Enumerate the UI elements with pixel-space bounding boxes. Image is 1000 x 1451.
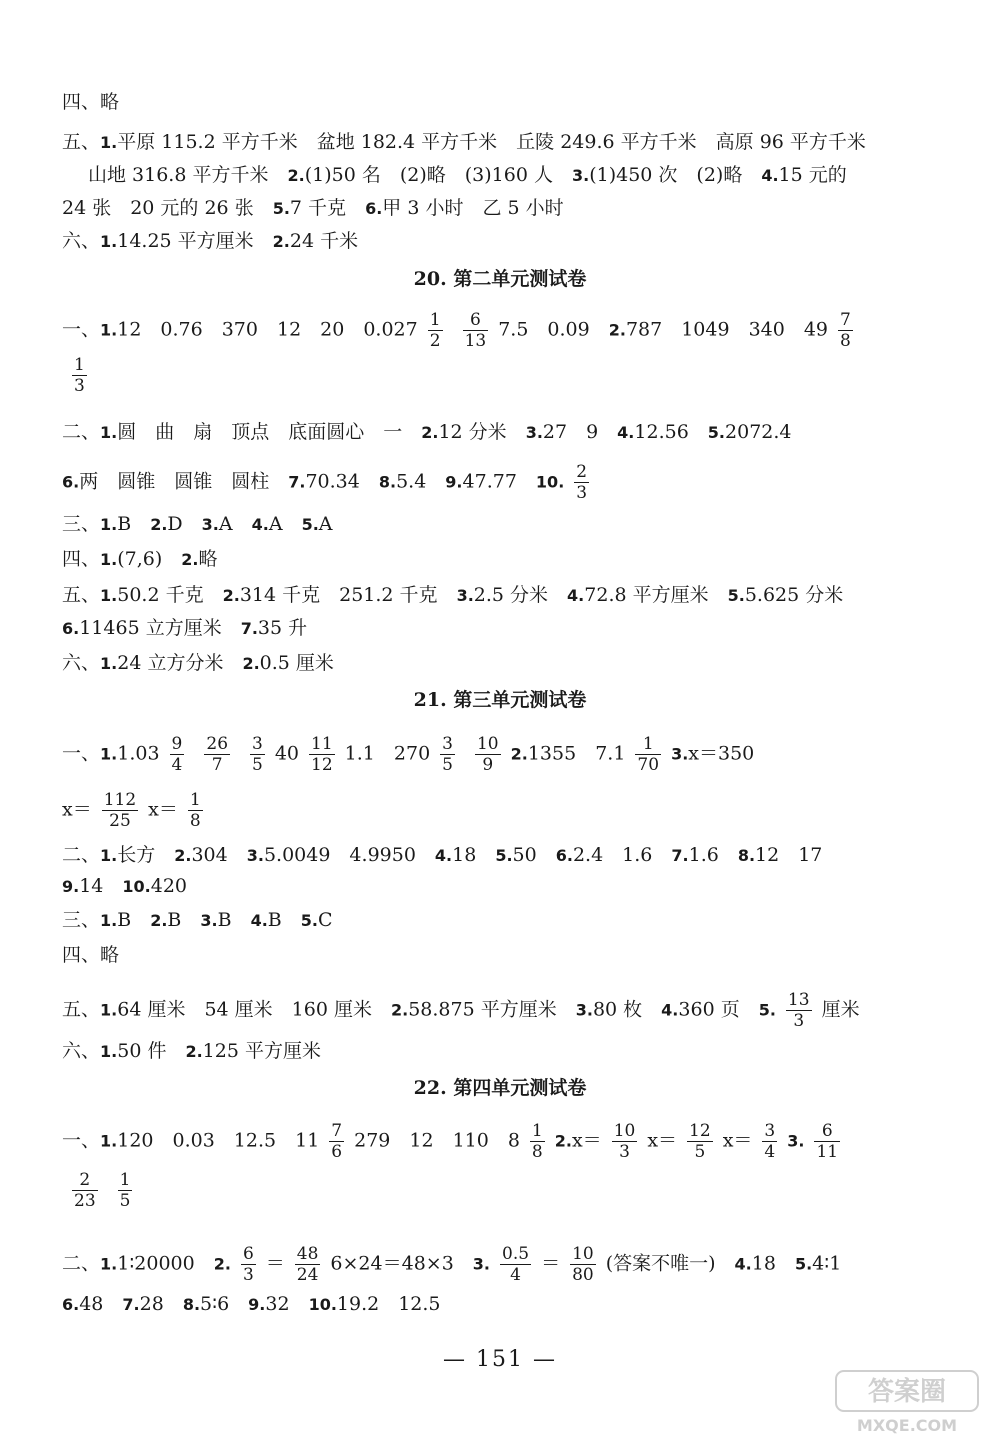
answer-text: 厘米 [821,998,860,1021]
question-number: 7. [122,1295,140,1314]
fraction-denominator: 3 [619,1142,630,1162]
fraction-denominator: 3 [576,483,588,503]
fraction-denominator: 4 [764,1142,776,1162]
question-number: 2. [181,550,199,569]
answer-line [62,583,930,608]
question-number: 5. [272,199,290,218]
answer-text: 圆 曲 扇 顶点 底面圆心 一 [117,421,422,443]
watermark-domain: MXQE.COM [856,1416,958,1435]
answer-text: 120 0.03 12.5 11 [117,1129,320,1152]
answer-text: 14.25 平方厘米 [117,230,273,252]
fraction-denominator: 24 [296,1265,319,1285]
answer-line [62,990,930,1031]
answer-text: A [318,513,333,535]
question-number: 1. [100,232,118,251]
answer-text: 12 分米 [438,421,526,443]
fraction-numerator: 112 [103,790,137,810]
answer-text: 长方 [117,844,175,866]
answer-line [62,196,930,221]
answer-text: 11465 立方厘米 [79,617,241,639]
answer-line [62,1170,930,1211]
answer-line [62,310,930,351]
answer-text: x＝ [571,1129,602,1152]
question-number: 5. [301,515,319,534]
fraction [570,1244,596,1285]
question-number: 2. [174,846,192,865]
answer-text: A [268,513,302,535]
question-number: 5. [495,846,513,865]
fraction [250,734,265,775]
question-number: 8. [182,1295,201,1314]
answer-text: (1)450 次 (2)略 [589,164,762,186]
question-number: 9. [62,877,80,896]
fraction-denominator: 12 [311,755,333,775]
answer-text: 28 [139,1293,183,1315]
answer-text: C [317,909,333,931]
fraction-denominator: 4 [171,755,183,775]
fraction-numerator: 6 [463,310,489,331]
answer-line [62,1292,930,1317]
question-number: 1. [100,744,118,764]
answer-text: B [217,909,251,931]
question-number: 2. [510,744,528,764]
fraction [204,734,230,775]
fraction-numerator: 3 [252,734,263,754]
question-number: 2. [554,1131,572,1151]
question-number: 4. [434,846,453,865]
answer-text: 五、 [62,584,101,606]
answer-text: 2072.4 [725,421,792,443]
answer-text: 1.03 [117,742,160,765]
fraction-numerator: 10 [613,1121,636,1141]
question-number: 4. [251,515,269,534]
question-number: 1. [100,846,118,865]
answer-text: 二、 [62,421,101,443]
answer-text: 304 [191,844,247,866]
answer-text: 18 [452,844,496,866]
fraction [428,310,443,351]
answer-text: 5.0049 4.9950 [263,844,435,866]
question-number: 3. [472,1254,491,1274]
answer-text: 50 [512,844,556,866]
answer-text: 24 张 20 元的 26 张 [62,197,273,219]
question-number: 5. [707,423,726,442]
answer-line [62,843,930,868]
question-number: 4. [734,1254,752,1274]
answer-text: B [117,513,151,535]
question-number: 2. [150,911,168,930]
question-number: 7. [288,472,306,492]
question-number: 1. [100,320,118,340]
answer-line [62,90,930,114]
answer-line [62,943,930,967]
fraction [188,790,203,831]
fraction [814,1121,840,1162]
question-number: 2. [222,586,240,605]
question-number: 6. [555,846,573,865]
answer-text: 12.56 [634,421,708,443]
answer-text: x＝ [62,798,92,821]
question-number: 8. [378,472,397,492]
answer-line [62,1244,930,1285]
answer-text: 4∶1 [812,1252,842,1275]
answer-text: 5.625 分米 [744,584,844,606]
answer-text: 35 升 [257,617,308,639]
fraction [838,310,853,351]
answer-text: 787 1049 340 49 [625,318,829,341]
section-title: 21. 第三单元测试卷 [413,689,587,711]
fraction-denominator: 4 [510,1265,521,1285]
answer-text: 四、 [62,548,101,570]
answer-text: 1355 7.1 [527,742,626,765]
section-title: 22. 第四单元测试卷 [413,1077,587,1099]
question-number: 1. [100,550,118,569]
watermark-logo [832,1367,982,1437]
answer-text: 40 [274,742,300,765]
question-number: 3. [246,846,264,865]
fraction-numerator: 1 [429,310,441,330]
answer-text: 50 件 [117,1040,186,1062]
answer-text: 19.2 12.5 [336,1293,441,1315]
fraction [574,462,589,503]
answer-text: 1∶20000 [117,1252,214,1275]
fraction-denominator: 80 [572,1265,594,1285]
answer-line [62,616,930,641]
fraction-denominator: 8 [840,331,851,351]
section-title: 20. 第二单元测试卷 [413,268,587,290]
answer-text: (答案不唯一) [605,1252,735,1275]
answer-text: 三、 [62,909,101,931]
answer-text: 三、 [62,513,101,535]
fraction-denominator: 25 [109,811,131,831]
fraction [102,790,138,831]
fraction-denominator: 23 [74,1191,96,1211]
question-number: 4. [661,1000,679,1020]
page-number: — 151 — [443,1347,557,1372]
fraction-denominator: 8 [189,811,201,831]
answer-text: 24 千米 [289,230,359,252]
fraction-numerator: 9 [171,734,183,754]
question-number: 6. [62,472,80,492]
fraction-denominator: 5 [119,1191,131,1211]
question-number: 1. [100,423,118,442]
fraction-numerator: 26 [206,734,229,754]
question-number: 3. [200,911,218,930]
fraction-denominator: 6 [331,1142,343,1162]
question-number: 1. [100,515,118,534]
fraction-numerator: 1 [189,790,201,810]
fraction-denominator: 5 [442,755,453,775]
answer-line [62,547,930,572]
question-number: 1. [100,1000,118,1020]
fraction [295,1244,321,1285]
fraction-numerator: 11 [311,734,333,754]
answer-text: 27 9 [542,421,618,443]
answer-text: 2.4 1.6 [572,844,672,866]
fraction-numerator: 6 [242,1244,254,1264]
answer-text: (1)50 名 (2)略 (3)160 人 [304,164,572,186]
answer-line [62,420,930,445]
fraction-numerator: 13 [787,990,810,1010]
answer-text: 80 枚 [592,998,662,1021]
question-number: 2. [272,232,290,251]
question-number: 2. [242,654,260,673]
question-number: 5. [727,586,745,605]
answer-text: x＝350 [688,742,755,765]
question-number: 2. [150,515,168,534]
watermark-logo-text: 答案圈 [867,1377,947,1407]
question-number: 3. [201,515,219,534]
fraction-numerator: 1 [531,1121,543,1141]
fraction-denominator: 70 [637,755,660,775]
answer-line [62,1121,930,1162]
fraction [72,355,87,396]
question-number: 1. [100,1042,118,1061]
fraction-numerator: 1 [119,1170,131,1190]
answer-text: 64 厘米 54 厘米 160 厘米 [117,998,391,1021]
answer-text: 12 17 [755,844,823,866]
fraction-numerator: 2 [72,1170,98,1191]
fraction-numerator: 12 [689,1121,711,1141]
question-number: 3. [525,423,543,442]
question-number: 1. [100,1254,118,1274]
fraction [72,1170,98,1211]
question-number: 3. [456,586,474,605]
answer-text: 四、略 [62,944,120,966]
answer-text: 二、 [62,1252,101,1275]
question-number: 3. [671,744,689,764]
answer-text: 四、略 [62,91,120,113]
answer-text: 2.5 分米 [473,584,568,606]
question-number: 9. [445,472,463,492]
question-number: 2. [421,423,439,442]
fraction-denominator: 8 [531,1142,543,1162]
fraction-numerator: 3 [764,1121,776,1141]
answer-line [62,651,930,676]
answer-text: 12 0.76 370 12 20 0.027 [117,318,418,341]
question-number: 4. [250,911,268,930]
answer-text: 一、 [62,318,101,341]
question-number: 4. [617,423,635,442]
answer-line [62,462,930,503]
answer-line [62,1039,930,1064]
fraction-denominator: 9 [482,755,494,775]
answer-text: 5.4 [396,470,446,493]
answer-text: 58.875 平方厘米 [408,998,576,1021]
answer-line [62,908,930,933]
answer-text: (7,6) [117,548,182,570]
answer-text: x＝ [148,798,178,821]
answer-text: x＝ [722,1129,753,1152]
answer-text: 山地 316.8 平方千米 [88,164,288,186]
answer-text: B [167,909,201,931]
answer-text: ＝ [265,1252,285,1275]
question-number: 10. [535,472,565,492]
answer-text: 24 立方分米 [117,652,243,674]
question-number: 5. [758,1000,776,1020]
question-number: 10. [122,877,151,896]
question-number: 3. [571,166,590,185]
answer-text: 0.5 厘米 [259,652,334,674]
answer-text: 72.8 平方厘米 [584,584,728,606]
question-number: 1. [100,654,118,673]
answer-text: x＝ [647,1129,678,1152]
question-number: 6. [365,199,383,218]
answer-text: 略 [198,548,218,570]
fraction-denominator: 13 [464,331,487,351]
question-number: 10. [308,1295,337,1314]
fraction-denominator: 3 [242,1265,254,1285]
question-number: 1. [100,911,118,930]
answer-text: 47.77 [462,470,536,493]
fraction-denominator: 3 [74,376,85,396]
answer-text: 15 元的 [778,164,847,186]
answer-text: D [167,513,202,535]
question-number: 6. [62,619,80,638]
answer-text: 两 圆锥 圆锥 圆柱 [79,470,289,493]
fraction-denominator: 5 [694,1142,706,1162]
fraction-numerator: 7 [331,1121,343,1141]
answer-text: B [117,909,151,931]
fraction-numerator: 10 [572,1244,594,1264]
answer-text: 甲 3 小时 乙 5 小时 [382,197,564,219]
fraction [635,734,661,775]
answer-text: 70.34 [305,470,379,493]
question-number: 2. [390,1000,409,1020]
fraction-numerator: 1 [635,734,661,755]
question-number: 8. [737,846,756,865]
answer-text: 18 [751,1252,795,1275]
answer-text: 六、 [62,1040,101,1062]
answer-line [62,790,930,831]
answer-text: 50.2 千克 [117,584,223,606]
answer-text: B [267,909,301,931]
question-number: 4. [567,586,585,605]
answer-line [88,163,930,188]
answer-text: 1.6 [688,844,738,866]
question-number: 2. [185,1042,203,1061]
answer-text: 六、 [62,652,101,674]
answer-line [62,512,930,537]
question-number: 3. [575,1000,593,1020]
question-number: 3. [787,1131,805,1151]
fraction [762,1121,777,1162]
fraction-numerator: 10 [476,734,499,754]
fraction-denominator: 11 [816,1142,839,1162]
fraction [309,734,335,775]
fraction-denominator: 5 [252,755,263,775]
question-number: 2. [287,166,305,185]
fraction [170,734,185,775]
question-number: 1. [100,586,118,605]
fraction [440,734,455,775]
answer-text: 7 千克 [289,197,366,219]
answer-text: 420 [150,875,188,897]
answer-text: 平原 115.2 平方千米 盆地 182.4 平方千米 丘陵 249.6 平方千米 高原 96 平方千米 [117,131,866,153]
answer-text: 5∶6 [200,1293,249,1315]
fraction [500,1244,531,1285]
question-number: 2. [608,320,626,340]
question-number: 1. [100,133,118,152]
question-number: 7. [671,846,689,865]
answer-text: 六、 [62,230,101,252]
answer-line [62,355,930,396]
answer-text: 279 12 110 8 [354,1129,520,1152]
question-number: 1. [100,1131,118,1151]
question-number: 9. [248,1295,266,1314]
fraction [687,1121,713,1162]
fraction [463,310,489,351]
fraction-numerator: 2 [576,462,588,482]
answer-text: A [218,513,252,535]
fraction [612,1121,638,1162]
answer-text: 1.1 270 [344,742,431,765]
answer-text: 五、 [62,131,101,153]
fraction-denominator: 2 [429,331,441,351]
fraction-numerator: 1 [74,355,85,375]
answer-text: 32 [265,1293,309,1315]
fraction [118,1170,133,1211]
answer-text: 五、 [62,998,101,1021]
question-number: 4. [761,166,779,185]
fraction-numerator: 7 [840,310,851,330]
question-number: 6. [62,1295,80,1314]
fraction [475,734,501,775]
fraction [241,1244,256,1285]
answer-text: 360 页 [678,998,759,1021]
answer-text: 14 [79,875,123,897]
fraction-numerator: 0.5 [502,1244,530,1264]
answer-text: 一、 [62,742,101,765]
fraction [530,1121,545,1162]
answer-line [62,734,930,775]
answer-text: 一、 [62,1129,101,1152]
answer-line [62,229,930,254]
answer-text: ＝ [541,1252,561,1275]
answer-text: 314 千克 251.2 千克 [239,584,457,606]
question-number: 7. [240,619,258,638]
answer-line [62,874,930,899]
fraction [786,990,812,1031]
answer-line [62,130,930,155]
answer-text: 48 [79,1293,123,1315]
answer-text: 6×24＝48×3 [330,1252,473,1275]
fraction-numerator: 48 [296,1244,319,1264]
question-number: 5. [300,911,318,930]
fraction-numerator: 3 [442,734,453,754]
question-number: 5. [794,1254,813,1274]
fraction [329,1121,344,1162]
fraction-denominator: 3 [793,1011,805,1031]
fraction-numerator: 6 [814,1121,840,1142]
question-number: 2. [213,1254,231,1274]
answer-text: 125 平方厘米 [202,1040,321,1062]
answer-text: 二、 [62,844,101,866]
answer-text: 7.5 0.09 [498,318,609,341]
fraction-denominator: 7 [211,755,223,775]
